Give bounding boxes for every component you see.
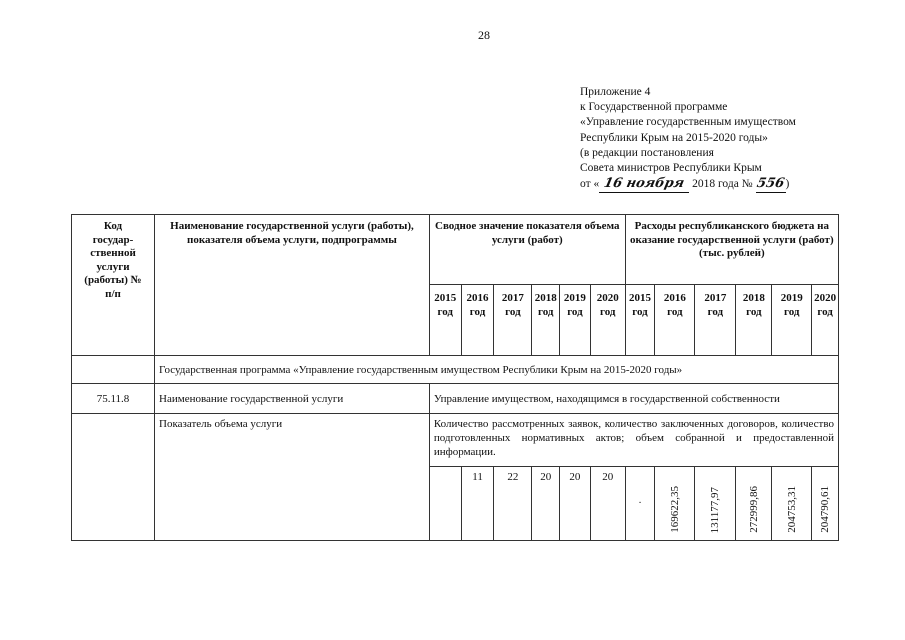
header-summary: Сводное значение показателя объема услуги (работ): [429, 215, 625, 285]
expense-value: 131177,97: [695, 467, 736, 541]
year-header: 2016 год: [461, 285, 494, 356]
year-header: 2017 год: [494, 285, 532, 356]
year-header: 2020 год: [590, 285, 625, 356]
indicator-row: [72, 414, 839, 467]
summary-value: 20: [590, 467, 625, 541]
date-suffix: ): [785, 178, 790, 191]
appendix-line: (в редакции постановления: [580, 146, 714, 159]
program-row: [72, 356, 839, 384]
date-year: 2018 года №: [692, 178, 753, 191]
year-header: 2018 год: [532, 285, 560, 356]
indicator-label: Показатель объема услуги: [155, 414, 430, 541]
year-header: 2019 год: [560, 285, 591, 356]
year-header: 2020 год: [812, 285, 839, 356]
summary-value: 11: [461, 467, 494, 541]
summary-value: 20: [560, 467, 591, 541]
program-table: [71, 214, 839, 541]
appendix-line: Приложение 4: [580, 86, 651, 98]
summary-value: 20: [532, 467, 560, 541]
summary-value: [429, 467, 461, 541]
handwritten-date: 16 ноября: [599, 176, 689, 193]
year-header: 2019 год: [772, 285, 812, 356]
service-row: [72, 384, 839, 414]
expense-value: 204790,61: [812, 467, 839, 541]
year-header: 2015 год: [625, 285, 655, 356]
expense-value: 272999,86: [736, 467, 772, 541]
year-header: 2016 год: [655, 285, 695, 356]
header-code: Код государ-ственной услуги (работы) № п/п: [72, 215, 155, 356]
appendix-date-line: [580, 176, 796, 193]
indicator-description: Количество рассмотренных заявок, количество заключенных договоров, количество подготовленных нормативных актов; объем собранной и предоставленной информации.: [429, 414, 838, 467]
appendix-header: [580, 85, 796, 193]
appendix-line: к Государственной программе: [580, 101, 728, 114]
service-value: Управление имуществом, находящимся в государственной собственности: [429, 384, 838, 414]
service-code: 75.11.8: [72, 384, 155, 414]
expense-value: 169622,35: [655, 467, 695, 541]
date-prefix: от «: [580, 178, 600, 191]
expense-value: 204753,31: [772, 467, 812, 541]
summary-value: 22: [494, 467, 532, 541]
page-number: 28: [478, 28, 490, 42]
service-label: Наименование государственной услуги: [155, 384, 430, 414]
header-name: Наименование государственной услуги (работы), показателя объема услуги, подпрограммы: [155, 215, 430, 356]
year-header: 2018 год: [736, 285, 772, 356]
handwritten-number: 556: [756, 176, 786, 193]
appendix-line: «Управление государственным имуществом: [580, 116, 796, 129]
appendix-line: Республики Крым на 2015-2020 годы»: [580, 131, 768, 144]
year-header: 2017 год: [695, 285, 736, 356]
appendix-line: Совета министров Республики Крым: [580, 162, 762, 175]
expense-value: ·: [625, 467, 655, 541]
header-expenses: Расходы республиканского бюджета на оказание государственной услуги (работ) (тыс. рублей): [625, 215, 838, 285]
program-title: Государственная программа «Управление государственным имуществом Республики Крым на 2015-2020 годы»: [155, 356, 839, 384]
year-header: 2015 год: [429, 285, 461, 356]
